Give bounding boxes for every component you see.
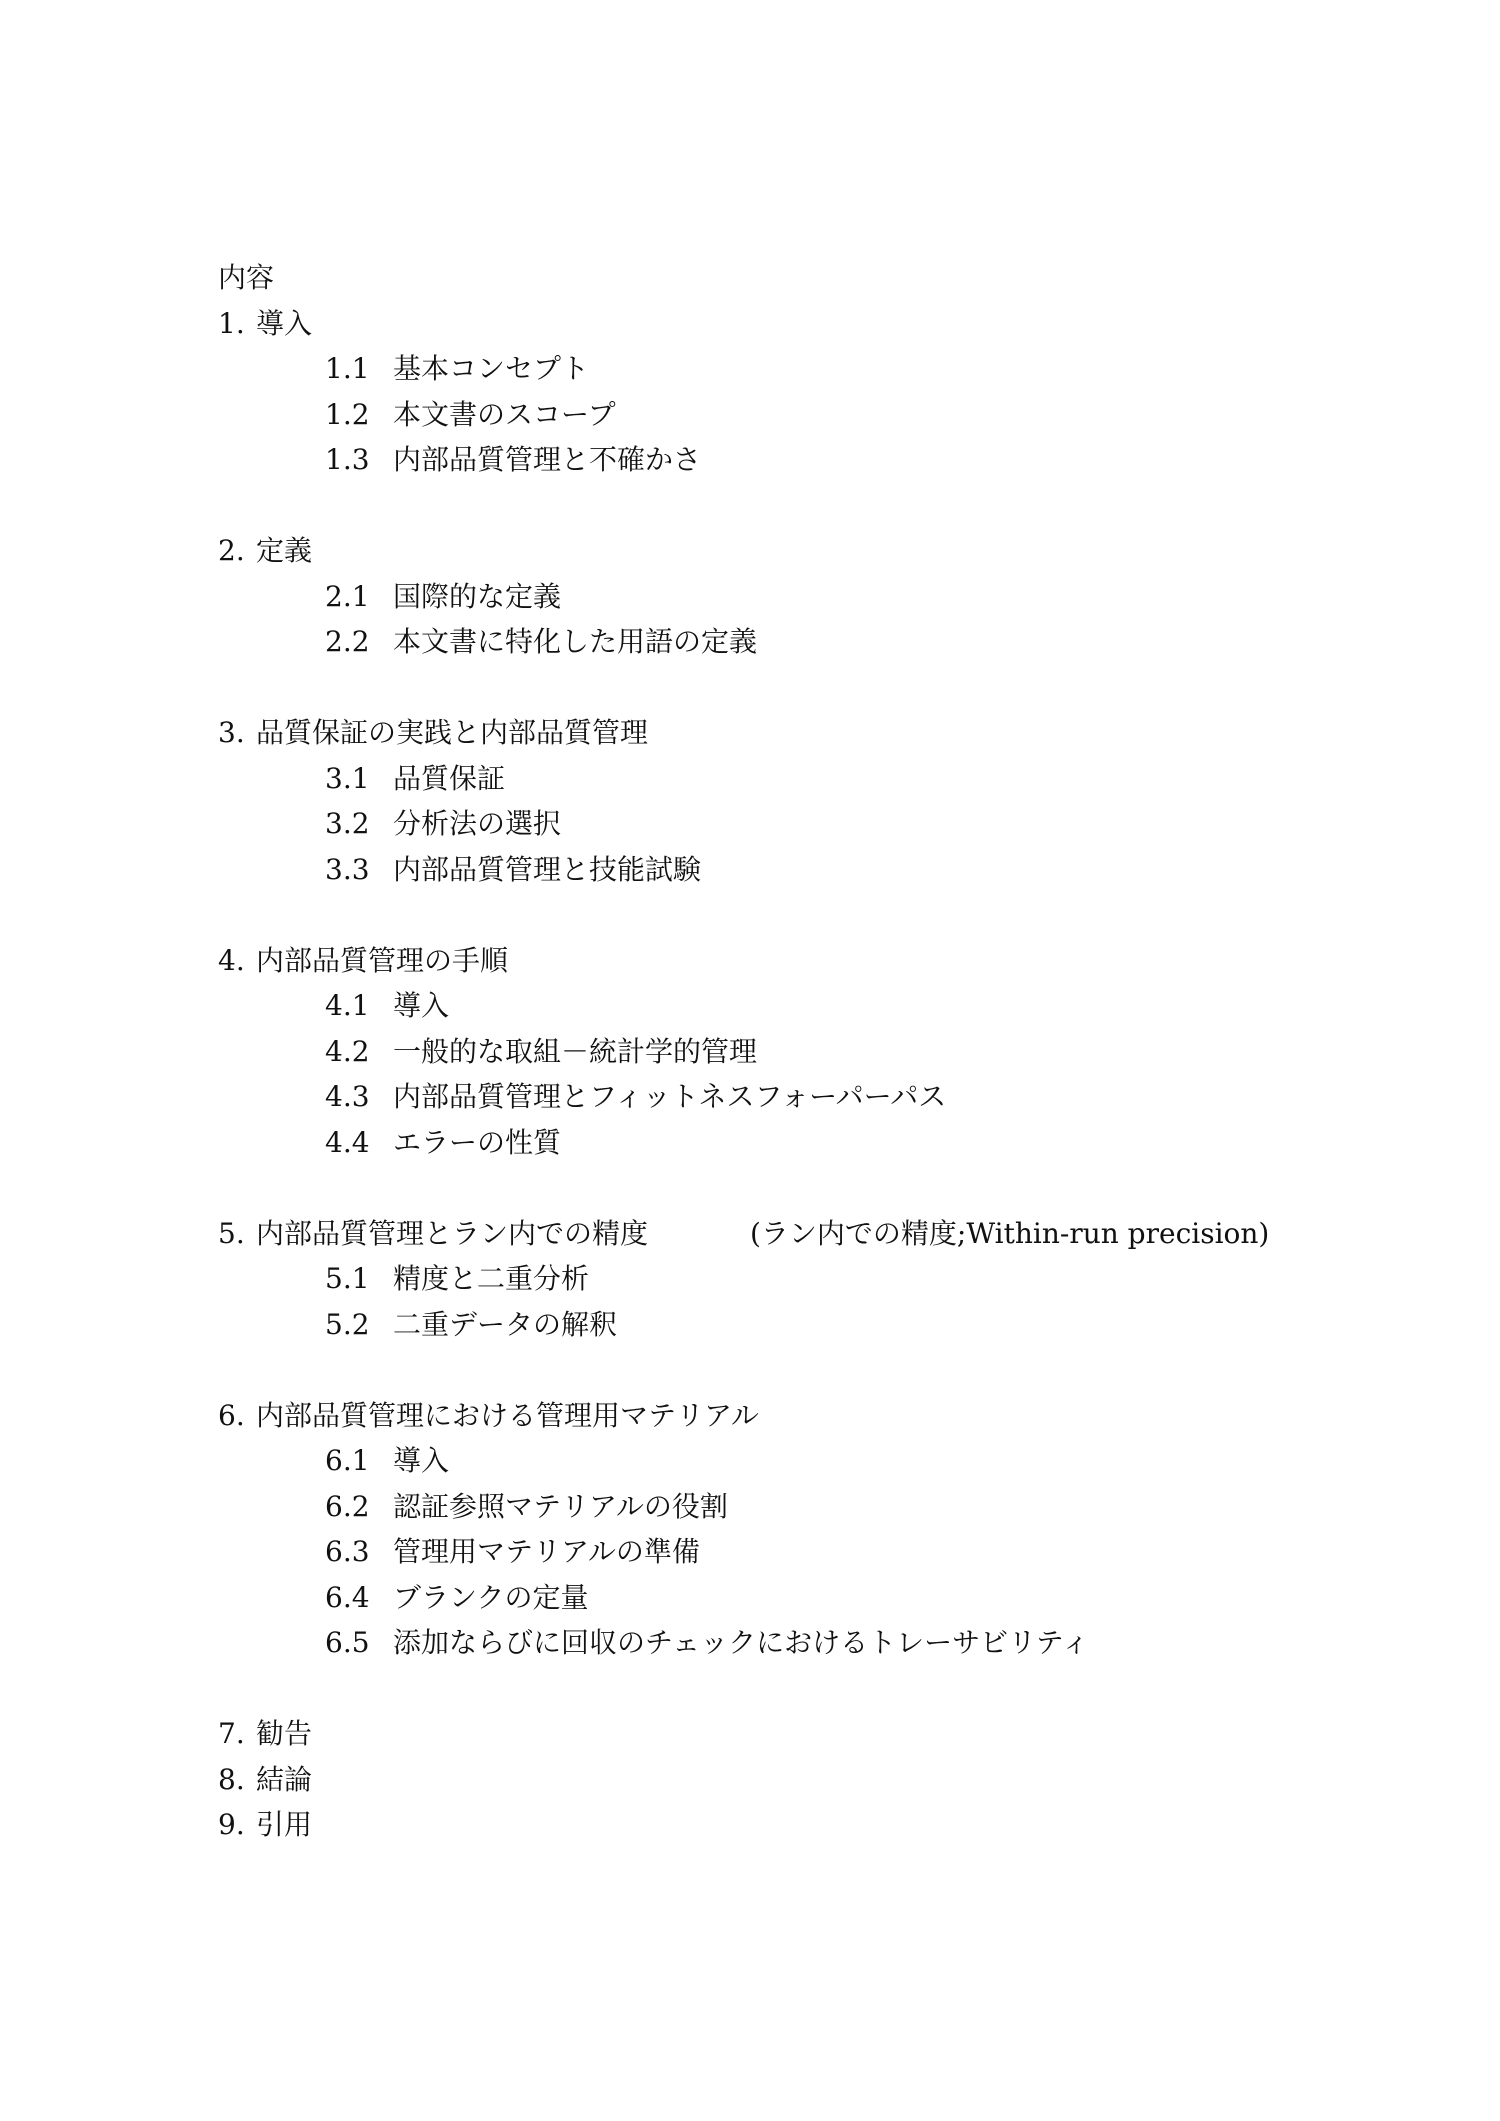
toc-subsection-4-2	[218, 1029, 1318, 1075]
table-of-contents	[218, 255, 1318, 1848]
subsection-number: 6.1	[325, 1444, 370, 1477]
section-number: 1.	[218, 306, 245, 340]
section-title: 勧告	[256, 1717, 313, 1750]
toc-subsection-2-2	[218, 619, 1318, 665]
subsection-title: 管理用マテリアルの準備	[393, 1535, 700, 1568]
section-title: 内部品質管理とラン内での精度	[256, 1216, 649, 1250]
toc-subsection-3-3	[218, 847, 1318, 893]
toc-subsection-6-3	[218, 1529, 1318, 1575]
toc-section-5	[218, 1211, 1318, 1257]
subsection-title: 本文書に特化した用語の定義	[393, 625, 758, 658]
subsection-title: 導入	[393, 989, 450, 1022]
section-spacer	[218, 1666, 1318, 1712]
subsection-title: 内部品質管理と技能試験	[393, 852, 702, 886]
toc-entries	[218, 301, 1318, 1848]
subsection-title: 一般的な取組－統計学的管理	[393, 1034, 758, 1068]
subsection-title: 内部品質管理と不確かさ	[393, 443, 702, 476]
section-spacer	[218, 1347, 1318, 1393]
toc-title: 内容	[218, 261, 275, 294]
subsection-number: 6.2	[325, 1489, 370, 1523]
subsection-title: 分析法の選択	[393, 807, 562, 840]
subsection-title: 精度と二重分析	[393, 1262, 590, 1295]
section-spacer	[218, 1165, 1318, 1211]
subsection-title: 国際的な定義	[393, 579, 562, 613]
section-title: 定義	[256, 534, 313, 567]
subsection-title: 品質保証	[393, 761, 506, 795]
section-title: 内部品質管理の手順	[256, 943, 509, 977]
subsection-number: 2.2	[325, 625, 370, 658]
section-title: 品質保証の実践と内部品質管理	[256, 716, 649, 749]
toc-section-4	[218, 938, 1318, 984]
subsection-number: 1.3	[325, 443, 370, 476]
subsection-number: 3.2	[325, 807, 370, 840]
subsection-title: 基本コンセプト	[393, 352, 590, 385]
toc-subsection-1-1	[218, 346, 1318, 392]
section-number: 6.	[218, 1398, 245, 1432]
subsection-number: 6.5	[325, 1626, 370, 1659]
subsection-title: 導入	[393, 1444, 450, 1477]
toc-subsection-4-3	[218, 1074, 1318, 1120]
toc-subsection-6-5	[218, 1620, 1318, 1666]
subsection-number: 3.1	[325, 761, 370, 795]
section-number: 8.	[218, 1762, 245, 1796]
toc-section-6	[218, 1393, 1318, 1439]
toc-subsection-3-1	[218, 756, 1318, 802]
toc-section-7	[218, 1711, 1318, 1757]
toc-subsection-2-1	[218, 574, 1318, 620]
subsection-number: 5.1	[325, 1262, 370, 1295]
section-spacer	[218, 892, 1318, 938]
toc-subsection-1-2	[218, 392, 1318, 438]
toc-section-8	[218, 1757, 1318, 1803]
section-number: 2.	[218, 534, 245, 567]
section-number: 7.	[218, 1717, 245, 1750]
subsection-number: 2.1	[325, 579, 370, 613]
subsection-number: 1.2	[325, 397, 370, 431]
subsection-title: 添加ならびに回収のチェックにおけるトレーサビリティ	[393, 1626, 1090, 1659]
subsection-number: 5.2	[325, 1307, 370, 1341]
section-spacer	[218, 483, 1318, 529]
toc-subsection-5-1	[218, 1256, 1318, 1302]
toc-section-2	[218, 528, 1318, 574]
toc-section-1	[218, 301, 1318, 347]
subsection-number: 6.3	[325, 1535, 370, 1568]
subsection-number: 4.2	[325, 1034, 370, 1068]
subsection-title: 認証参照マテリアルの役割	[393, 1489, 728, 1523]
section-spacer	[218, 665, 1318, 711]
section-title: 引用	[256, 1808, 313, 1841]
subsection-number: 6.4	[325, 1580, 370, 1614]
subsection-number: 1.1	[325, 352, 370, 385]
subsection-number: 3.3	[325, 852, 370, 886]
subsection-number: 4.3	[325, 1080, 370, 1113]
toc-subsection-4-4	[218, 1120, 1318, 1166]
section-number: 5.	[218, 1216, 245, 1250]
toc-subsection-3-2	[218, 801, 1318, 847]
subsection-title: 本文書のスコープ	[393, 397, 616, 431]
section-number: 3.	[218, 716, 245, 749]
subsection-number: 4.4	[325, 1125, 370, 1159]
subsection-title: 内部品質管理とフィットネスフォーパーパス	[393, 1080, 947, 1113]
toc-subsection-6-1	[218, 1438, 1318, 1484]
subsection-number: 4.1	[325, 989, 370, 1022]
section-title: 導入	[256, 306, 313, 340]
subsection-title: エラーの性質	[393, 1125, 562, 1159]
section-title: 結論	[256, 1762, 313, 1796]
toc-subsection-5-2	[218, 1302, 1318, 1348]
section-title: 内部品質管理における管理用マテリアル	[256, 1398, 759, 1432]
toc-subsection-1-3	[218, 437, 1318, 483]
toc-subsection-6-4	[218, 1575, 1318, 1621]
toc-subsection-6-2	[218, 1484, 1318, 1530]
section-number: 4.	[218, 943, 245, 977]
section-number: 9.	[218, 1808, 245, 1841]
subsection-title: ブランクの定量	[393, 1580, 589, 1614]
toc-subsection-4-1	[218, 983, 1318, 1029]
section-note: (ラン内での精度;Within-run precision)	[750, 1216, 1270, 1250]
subsection-title: 二重データの解釈	[393, 1307, 618, 1341]
toc-section-3	[218, 710, 1318, 756]
toc-section-9	[218, 1802, 1318, 1848]
